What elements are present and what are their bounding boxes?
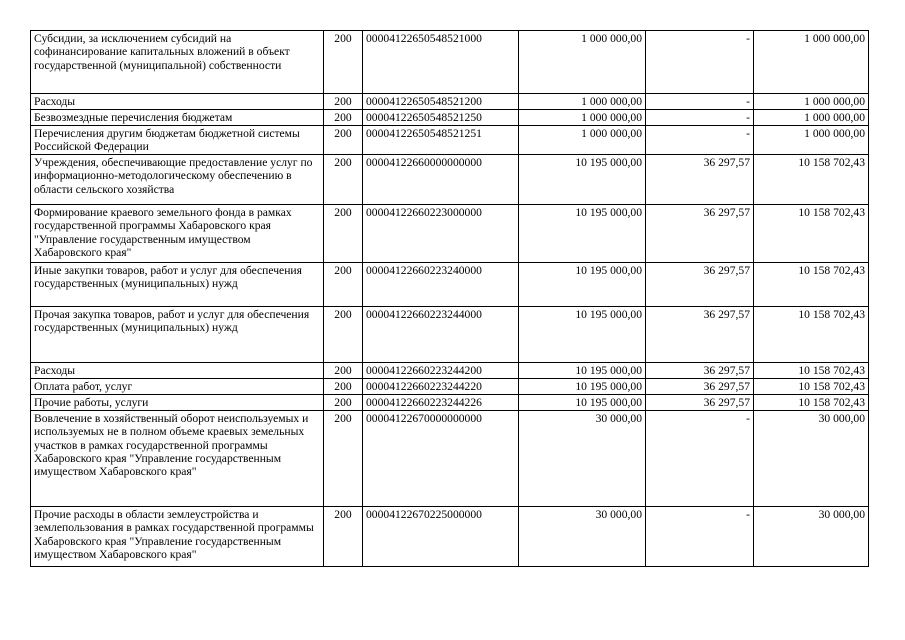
executed-amount-cell: 36 297,57: [646, 155, 754, 205]
expense-name-cell: Безвозмездные перечисления бюджетам: [31, 110, 324, 126]
classification-code-cell: 00004122660223244220: [363, 379, 519, 395]
approved-amount-cell: 10 195 000,00: [519, 155, 646, 205]
table-row: [31, 507, 869, 567]
executed-amount-cell: -: [646, 507, 754, 567]
executed-amount-cell: -: [646, 126, 754, 155]
expense-name-cell: Субсидии, за исключением субсидий на софинансирование капитальных вложений в объект государственной (муниципальной) собственности: [31, 31, 324, 94]
classification-code-cell: 00004122650548521250: [363, 110, 519, 126]
approved-amount-cell: 10 195 000,00: [519, 395, 646, 411]
approved-amount-cell: 10 195 000,00: [519, 307, 646, 363]
line-code-cell: 200: [324, 507, 363, 567]
budget-table: [30, 30, 869, 567]
classification-code-cell: 00004122660223244000: [363, 307, 519, 363]
expense-name-cell: Вовлечение в хозяйственный оборот неиспользуемых и используемых не в полном объеме краевых земельных участков в рамках государственной программы Хабаровского края "Управление государственным имуществом Хабаровского края": [31, 411, 324, 507]
executed-amount-cell: -: [646, 411, 754, 507]
approved-amount-cell: 10 195 000,00: [519, 263, 646, 307]
executed-amount-cell: -: [646, 31, 754, 94]
table-row: [31, 379, 869, 395]
table-row: [31, 307, 869, 363]
classification-code-cell: 00004122660223244200: [363, 363, 519, 379]
approved-amount-cell: 30 000,00: [519, 411, 646, 507]
approved-amount-cell: 30 000,00: [519, 507, 646, 567]
classification-code-cell: 00004122660223240000: [363, 263, 519, 307]
classification-code-cell: 00004122660223244226: [363, 395, 519, 411]
unexecuted-amount-cell: 10 158 702,43: [754, 307, 869, 363]
table-row: [31, 126, 869, 155]
unexecuted-amount-cell: 10 158 702,43: [754, 395, 869, 411]
unexecuted-amount-cell: 1 000 000,00: [754, 110, 869, 126]
executed-amount-cell: 36 297,57: [646, 395, 754, 411]
budget-sheet: [30, 30, 869, 567]
expense-name-cell: Перечисления другим бюджетам бюджетной системы Российской Федерации: [31, 126, 324, 155]
line-code-cell: 200: [324, 94, 363, 110]
line-code-cell: 200: [324, 411, 363, 507]
unexecuted-amount-cell: 1 000 000,00: [754, 94, 869, 110]
executed-amount-cell: 36 297,57: [646, 379, 754, 395]
classification-code-cell: 00004122660000000000: [363, 155, 519, 205]
classification-code-cell: 00004122670000000000: [363, 411, 519, 507]
table-row: [31, 363, 869, 379]
line-code-cell: 200: [324, 31, 363, 94]
expense-name-cell: Прочие расходы в области землеустройства и землепользования в рамках государственной программы Хабаровского края "Управление государственным имуществом Хабаровского края": [31, 507, 324, 567]
line-code-cell: 200: [324, 307, 363, 363]
table-row: [31, 411, 869, 507]
line-code-cell: 200: [324, 155, 363, 205]
executed-amount-cell: 36 297,57: [646, 363, 754, 379]
line-code-cell: 200: [324, 126, 363, 155]
approved-amount-cell: 10 195 000,00: [519, 205, 646, 263]
line-code-cell: 200: [324, 379, 363, 395]
classification-code-cell: 00004122650548521200: [363, 94, 519, 110]
unexecuted-amount-cell: 10 158 702,43: [754, 363, 869, 379]
line-code-cell: 200: [324, 263, 363, 307]
expense-name-cell: Учреждения, обеспечивающие предоставление услуг по информационно-методологическому обеспечению в области сельского хозяйства: [31, 155, 324, 205]
table-row: [31, 205, 869, 263]
table-row: [31, 110, 869, 126]
approved-amount-cell: 1 000 000,00: [519, 110, 646, 126]
executed-amount-cell: 36 297,57: [646, 205, 754, 263]
line-code-cell: 200: [324, 110, 363, 126]
table-row: [31, 31, 869, 94]
approved-amount-cell: 1 000 000,00: [519, 126, 646, 155]
table-row: [31, 395, 869, 411]
executed-amount-cell: -: [646, 94, 754, 110]
approved-amount-cell: 10 195 000,00: [519, 363, 646, 379]
table-row: [31, 155, 869, 205]
expense-name-cell: Расходы: [31, 363, 324, 379]
unexecuted-amount-cell: 10 158 702,43: [754, 155, 869, 205]
executed-amount-cell: 36 297,57: [646, 263, 754, 307]
line-code-cell: 200: [324, 363, 363, 379]
classification-code-cell: 00004122660223000000: [363, 205, 519, 263]
unexecuted-amount-cell: 30 000,00: [754, 507, 869, 567]
executed-amount-cell: -: [646, 110, 754, 126]
expense-name-cell: Прочие работы, услуги: [31, 395, 324, 411]
table-row: [31, 94, 869, 110]
expense-name-cell: Формирование краевого земельного фонда в рамках государственной программы Хабаровского края "Управление государственным имуществом Хабаровского края": [31, 205, 324, 263]
expense-name-cell: Иные закупки товаров, работ и услуг для обеспечения государственных (муниципальных) нужд: [31, 263, 324, 307]
unexecuted-amount-cell: 1 000 000,00: [754, 31, 869, 94]
approved-amount-cell: 10 195 000,00: [519, 379, 646, 395]
executed-amount-cell: 36 297,57: [646, 307, 754, 363]
unexecuted-amount-cell: 1 000 000,00: [754, 126, 869, 155]
table-body: [31, 31, 869, 567]
expense-name-cell: Расходы: [31, 94, 324, 110]
classification-code-cell: 00004122650548521251: [363, 126, 519, 155]
line-code-cell: 200: [324, 395, 363, 411]
classification-code-cell: 00004122670225000000: [363, 507, 519, 567]
expense-name-cell: Оплата работ, услуг: [31, 379, 324, 395]
line-code-cell: 200: [324, 205, 363, 263]
unexecuted-amount-cell: 10 158 702,43: [754, 263, 869, 307]
approved-amount-cell: 1 000 000,00: [519, 31, 646, 94]
expense-name-cell: Прочая закупка товаров, работ и услуг для обеспечения государственных (муниципальных) нужд: [31, 307, 324, 363]
unexecuted-amount-cell: 10 158 702,43: [754, 205, 869, 263]
table-row: [31, 263, 869, 307]
unexecuted-amount-cell: 30 000,00: [754, 411, 869, 507]
unexecuted-amount-cell: 10 158 702,43: [754, 379, 869, 395]
approved-amount-cell: 1 000 000,00: [519, 94, 646, 110]
classification-code-cell: 00004122650548521000: [363, 31, 519, 94]
